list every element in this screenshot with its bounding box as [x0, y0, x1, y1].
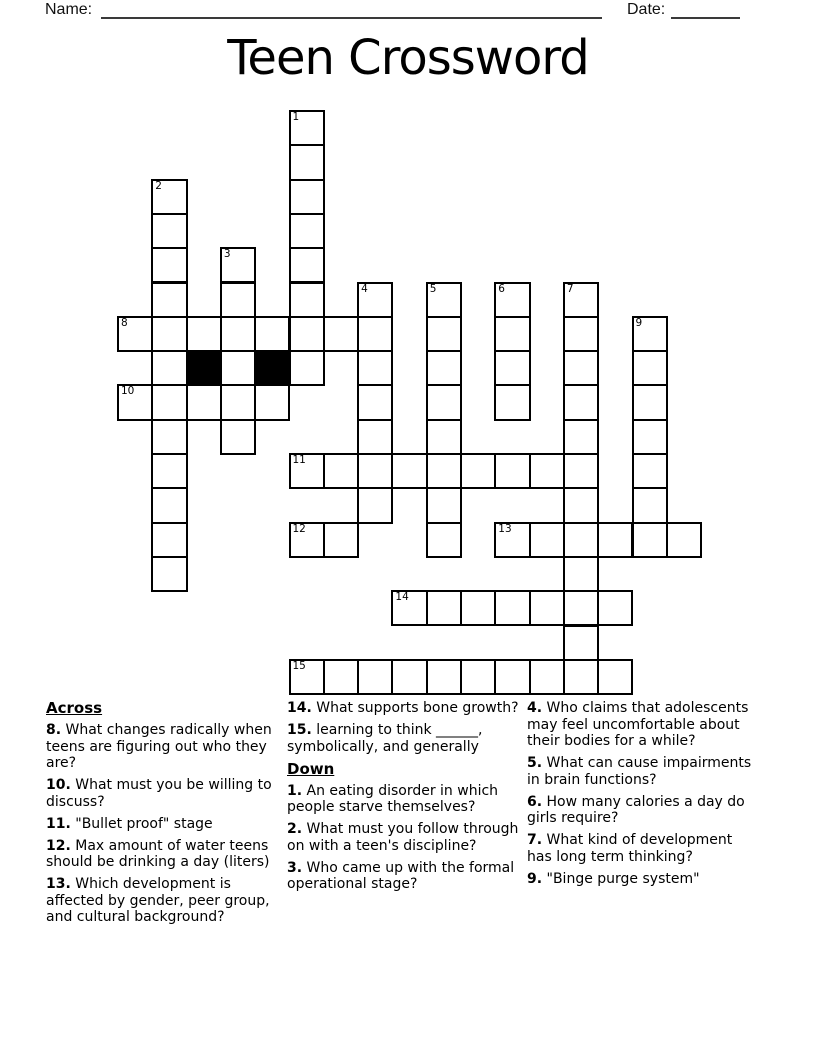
grid-cell-r7c11[interactable] [494, 350, 530, 386]
grid-cell-r12c15[interactable] [632, 522, 668, 558]
across-heading: Across [46, 699, 103, 717]
grid-cell-r13c1[interactable] [151, 556, 187, 592]
clue-column-1 [46, 700, 278, 931]
clue-number: 13. [46, 876, 71, 892]
crossword-grid [117, 110, 703, 696]
grid-cell-r12c12[interactable] [529, 522, 565, 558]
grid-cell-r14c9[interactable] [426, 590, 462, 626]
grid-cell-r14c8[interactable] [391, 590, 427, 626]
grid-cell-r6c4[interactable] [254, 316, 290, 352]
grid-cell-r2c5[interactable] [289, 179, 325, 215]
grid-cell-r12c14[interactable] [597, 522, 633, 558]
grid-cell-r9c13[interactable] [563, 419, 599, 455]
grid-cell-r14c12[interactable] [529, 590, 565, 626]
grid-cell-r14c14[interactable] [597, 590, 633, 626]
grid-cell-r1c5[interactable] [289, 144, 325, 180]
grid-cell-r7c15[interactable] [632, 350, 668, 386]
cell-number-1: 1 [292, 111, 300, 123]
grid-cell-r6c6[interactable] [323, 316, 359, 352]
cell-number-9: 9 [635, 316, 643, 329]
grid-cell-r8c0[interactable] [117, 384, 153, 420]
grid-cell-r9c15[interactable] [632, 419, 668, 455]
clue-number: 3. [287, 859, 303, 876]
name-blank-line [101, 1, 602, 19]
grid-cell-r14c10[interactable] [460, 590, 496, 626]
clue-text: Max amount of water teens should be drinking a day (liters) [46, 837, 270, 870]
grid-cell-r10c13[interactable] [563, 453, 599, 489]
grid-cell-r10c8[interactable] [391, 453, 427, 489]
grid-cell-r6c0[interactable] [117, 316, 153, 352]
grid-cell-r7c9[interactable] [426, 350, 462, 386]
clue-down-5 [527, 755, 759, 788]
grid-cell-r9c3[interactable] [220, 419, 256, 455]
grid-cell-r5c5[interactable] [289, 282, 325, 318]
clue-across-8 [46, 722, 278, 772]
cell-number-12: 12 [292, 522, 306, 535]
grid-cell-r8c11[interactable] [494, 384, 530, 420]
clue-column-3 [527, 700, 759, 893]
down-clue-list [287, 783, 519, 893]
grid-cell-r12c13[interactable] [563, 522, 599, 558]
grid-cell-r6c7[interactable] [357, 316, 393, 352]
grid-cell-r10c15[interactable] [632, 453, 668, 489]
grid-cell-r3c5[interactable] [289, 213, 325, 249]
black-cell [186, 350, 222, 386]
grid-cell-r14c13[interactable] [563, 590, 599, 626]
grid-cell-r5c9[interactable] [426, 282, 462, 318]
grid-cell-r8c15[interactable] [632, 384, 668, 420]
grid-cell-r6c15[interactable] [632, 316, 668, 352]
grid-cell-r13c13[interactable] [563, 556, 599, 592]
down-heading: Down [287, 759, 335, 778]
grid-cell-r10c10[interactable] [460, 453, 496, 489]
date-blank-line [671, 1, 740, 19]
grid-cell-r5c3[interactable] [220, 282, 256, 318]
grid-cell-r8c1[interactable] [151, 384, 187, 420]
grid-cell-r10c12[interactable] [529, 453, 565, 489]
clue-text: What must you follow through on with a teen's discipline? [287, 821, 519, 854]
grid-cell-r4c5[interactable] [289, 247, 325, 283]
grid-cell-r6c9[interactable] [426, 316, 462, 352]
clue-across-11 [46, 816, 278, 833]
grid-cell-r7c3[interactable] [220, 350, 256, 386]
grid-cell-r16c9[interactable] [426, 659, 462, 695]
grid-cell-r11c9[interactable] [426, 487, 462, 523]
grid-cell-r4c3[interactable] [220, 247, 256, 283]
clue-text: learning to think ______, symbolically, and generally [287, 722, 483, 755]
grid-cell-r12c16[interactable] [666, 522, 702, 558]
grid-cell-r8c13[interactable] [563, 384, 599, 420]
grid-cell-r7c1[interactable] [151, 350, 187, 386]
grid-cell-r9c9[interactable] [426, 419, 462, 455]
grid-cell-r8c4[interactable] [254, 384, 290, 420]
grid-cell-r12c9[interactable] [426, 522, 462, 558]
clue-down-6 [527, 794, 759, 827]
clue-number: 8. [46, 722, 62, 738]
grid-cell-r11c1[interactable] [151, 487, 187, 523]
clue-number: 12. [46, 837, 71, 854]
clue-down-3 [287, 860, 519, 893]
grid-cell-r9c7[interactable] [357, 419, 393, 455]
clue-number: 14. [287, 700, 312, 716]
grid-cell-r5c11[interactable] [494, 282, 530, 318]
grid-cell-r11c13[interactable] [563, 487, 599, 523]
clue-across-14 [287, 700, 519, 717]
cell-number-15: 15 [292, 659, 306, 672]
cell-number-5: 5 [429, 282, 437, 295]
clue-across-13 [46, 876, 278, 926]
grid-cell-r10c9[interactable] [426, 453, 462, 489]
clue-text: An eating disorder in which people starve themselves? [287, 782, 499, 815]
page-title: Teen Crossword [227, 30, 589, 86]
grid-cell-r6c11[interactable] [494, 316, 530, 352]
grid-cell-r6c5[interactable] [289, 316, 325, 352]
clue-number: 15. [287, 722, 312, 738]
cell-number-14: 14 [395, 591, 409, 604]
cell-number-6: 6 [498, 282, 505, 295]
clue-number: 6. [527, 793, 543, 810]
grid-cell-r2c1[interactable] [151, 179, 187, 215]
grid-cell-r12c11[interactable] [494, 522, 530, 558]
clue-number: 4. [527, 700, 543, 716]
grid-cell-r5c7[interactable] [357, 282, 393, 318]
grid-cell-r6c2[interactable] [186, 316, 222, 352]
grid-cell-r10c11[interactable] [494, 453, 530, 489]
clue-column-2 [287, 700, 519, 898]
grid-cell-r16c7[interactable] [357, 659, 393, 695]
grid-cell-r10c6[interactable] [323, 453, 359, 489]
clue-text: What can cause impairments in brain functions? [527, 755, 752, 788]
clue-across-10 [46, 777, 278, 810]
clue-across-12 [46, 838, 278, 871]
grid-cell-r6c1[interactable] [151, 316, 187, 352]
cell-number-13: 13 [498, 522, 512, 535]
grid-cell-r16c14[interactable] [597, 659, 633, 695]
grid-cell-r16c5[interactable] [289, 659, 325, 695]
grid-cell-r8c9[interactable] [426, 384, 462, 420]
grid-cell-r16c11[interactable] [494, 659, 530, 695]
clue-text: What kind of development has long term thinking? [527, 832, 733, 865]
grid-cell-r16c13[interactable] [563, 659, 599, 695]
clue-number: 10. [46, 777, 71, 793]
date-label: Date: [627, 1, 666, 18]
grid-cell-r6c3[interactable] [220, 316, 256, 352]
across-clue-list-continued [287, 700, 519, 755]
cell-number-3: 3 [223, 248, 231, 261]
cell-number-2: 2 [155, 179, 162, 192]
grid-cell-r10c5[interactable] [289, 453, 325, 489]
grid-cell-r7c13[interactable] [563, 350, 599, 386]
grid-cell-r15c13[interactable] [563, 625, 599, 661]
clue-text: How many calories a day do girls require? [527, 793, 745, 826]
grid-cell-r16c12[interactable] [529, 659, 565, 695]
cell-number-4: 4 [361, 282, 368, 295]
clue-text: What supports bone growth? [311, 700, 519, 716]
clue-down-2 [287, 821, 519, 854]
grid-cell-r11c7[interactable] [357, 487, 393, 523]
cell-number-10: 10 [121, 385, 135, 398]
clue-text: Who came up with the formal operational stage? [287, 859, 515, 892]
clue-down-4 [527, 700, 759, 750]
grid-cell-r5c13[interactable] [563, 282, 599, 318]
clue-text: "Bullet proof" stage [70, 815, 213, 832]
grid-cell-r11c15[interactable] [632, 487, 668, 523]
grid-cell-r0c5[interactable] [289, 110, 325, 146]
grid-cell-r14c11[interactable] [494, 590, 530, 626]
clue-text: What changes radically when teens are figuring out who they are? [46, 722, 272, 771]
down-clue-list-continued [527, 700, 759, 887]
clue-down-1 [287, 783, 519, 816]
grid-cell-r10c1[interactable] [151, 453, 187, 489]
grid-cell-r3c1[interactable] [151, 213, 187, 249]
black-cell [254, 350, 290, 386]
grid-cell-r5c1[interactable] [151, 282, 187, 318]
grid-cell-r8c2[interactable] [186, 384, 222, 420]
grid-cell-r16c6[interactable] [323, 659, 359, 695]
grid-cell-r9c1[interactable] [151, 419, 187, 455]
clue-number: 2. [287, 821, 303, 837]
clue-text: What must you be willing to discuss? [46, 777, 272, 810]
grid-cell-r8c3[interactable] [220, 384, 256, 420]
clue-number: 9. [527, 870, 543, 887]
clue-number: 5. [527, 755, 543, 771]
grid-cell-r7c7[interactable] [357, 350, 393, 386]
across-clue-list [46, 722, 278, 926]
clue-number: 1. [287, 782, 303, 799]
grid-cell-r10c7[interactable] [357, 453, 393, 489]
cell-number-7: 7 [566, 282, 574, 295]
grid-cell-r12c1[interactable] [151, 522, 187, 558]
clue-text: Which development is affected by gender, peer group, and cultural background? [46, 876, 270, 925]
cell-number-11: 11 [292, 454, 306, 466]
grid-cell-r12c5[interactable] [289, 522, 325, 558]
clue-down-7 [527, 832, 759, 865]
grid-cell-r6c13[interactable] [563, 316, 599, 352]
clue-number: 7. [527, 832, 543, 848]
grid-cell-r16c10[interactable] [460, 659, 496, 695]
name-label: Name: [45, 1, 93, 18]
clue-text: Who claims that adolescents may feel uncomfortable about their bodies for a while? [527, 700, 749, 749]
clue-number: 11. [46, 815, 71, 832]
cell-number-8: 8 [121, 316, 128, 329]
grid-cell-r8c7[interactable] [357, 384, 393, 420]
clue-across-15 [287, 722, 519, 755]
grid-cell-r16c8[interactable] [391, 659, 427, 695]
grid-cell-r12c6[interactable] [323, 522, 359, 558]
clue-text: "Binge purge system" [542, 870, 700, 887]
grid-cell-r7c5[interactable] [289, 350, 325, 386]
grid-cell-r4c1[interactable] [151, 247, 187, 283]
clue-down-9 [527, 871, 759, 888]
